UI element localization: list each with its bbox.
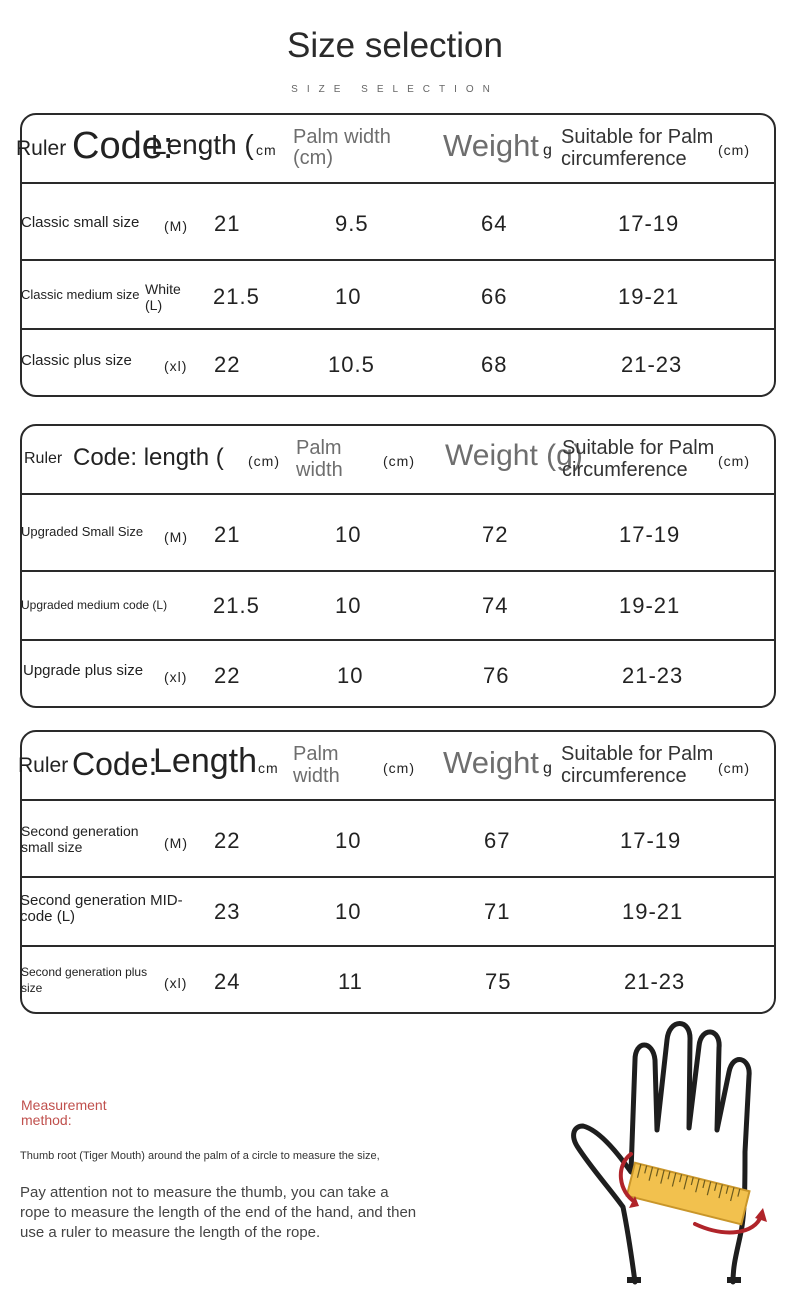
- row-code: (M): [164, 218, 188, 234]
- header-code: Code:: [72, 746, 158, 782]
- row-weight: 75: [485, 969, 512, 994]
- row-palm: 11: [338, 969, 363, 994]
- table-divider: [20, 876, 774, 878]
- row-length: 21.5: [213, 284, 260, 309]
- row-weight: 68: [481, 352, 508, 377]
- measurement-note: Thumb root (Tiger Mouth) around the palm of a circle to measure the size,: [20, 1150, 380, 1162]
- table-divider: [20, 328, 774, 330]
- page-subtitle: SIZE SELECTION: [291, 84, 499, 95]
- row-circumference: 19-21: [618, 284, 680, 309]
- row-length: 21: [214, 522, 241, 547]
- row-name: Classic small size: [21, 214, 140, 231]
- row-length: 21: [214, 211, 241, 236]
- row-weight: 76: [483, 663, 510, 688]
- row-name: Classic plus size: [21, 352, 132, 369]
- header-suitable-unit: (cm): [718, 142, 750, 158]
- hand-measure-illustration: [565, 1012, 780, 1292]
- row-palm: 10: [335, 593, 362, 618]
- header-length-unit: (cm): [248, 453, 280, 469]
- row-circumference: 19-21: [619, 593, 681, 618]
- row-code: White (L): [145, 281, 181, 313]
- row-palm: 10.5: [328, 352, 375, 377]
- row-weight: 74: [482, 593, 509, 618]
- header-palm: Palm width: [293, 743, 340, 787]
- row-weight: 67: [484, 828, 511, 853]
- table-divider: [20, 570, 774, 572]
- table-divider: [20, 945, 774, 947]
- row-circumference: 17-19: [620, 828, 682, 853]
- row-weight: 64: [481, 211, 508, 236]
- header-weight: Weight (g): [445, 439, 583, 472]
- header-suitable-unit: (cm): [718, 453, 750, 469]
- row-palm: 9.5: [335, 211, 369, 236]
- row-length: 22: [214, 828, 241, 853]
- header-code: Code:: [72, 125, 174, 167]
- header-palm-unit: (cm): [383, 760, 415, 776]
- table-divider: [20, 639, 774, 641]
- row-length: 22: [214, 352, 241, 377]
- row-name: Upgraded medium code (L): [21, 598, 168, 612]
- header-length: Length: [153, 742, 257, 780]
- table-divider: [20, 259, 774, 261]
- row-weight: 66: [481, 284, 508, 309]
- row-name: Upgrade plus size: [23, 662, 144, 679]
- header-ruler: Ruler: [24, 450, 63, 467]
- header-palm: Palm width: [293, 126, 391, 148]
- row-palm: 10: [335, 899, 362, 924]
- row-weight: 72: [482, 522, 509, 547]
- row-code: (xl): [164, 669, 188, 685]
- row-circumference: 17-19: [619, 522, 681, 547]
- row-palm: 10: [335, 522, 362, 547]
- header-palm: Palm width: [296, 437, 343, 481]
- header-length-unit: cm: [258, 760, 279, 776]
- measurement-body: Pay attention not to measure the thumb, you can take a rope to measure the length of the end of the hand, and then use a ruler to measure the length of the rope.: [20, 1184, 417, 1241]
- hand-outline: [574, 1024, 750, 1283]
- row-length: 23: [214, 899, 241, 924]
- row-code: (M): [164, 835, 188, 851]
- row-palm: 10: [335, 828, 362, 853]
- row-circumference: 21-23: [621, 352, 683, 377]
- row-code: (M): [164, 529, 188, 545]
- row-name: Classic medium size: [21, 287, 140, 302]
- row-palm: 10: [335, 284, 362, 309]
- row-circumference: 21-23: [622, 663, 684, 688]
- measurement-title: Measurement method:: [21, 1097, 107, 1128]
- header-palm-unit: (cm): [383, 453, 415, 469]
- row-length: 22: [214, 663, 241, 688]
- header-suitable: Suitable for Palm circumference: [561, 743, 714, 787]
- row-name: Second generation MID-code (L): [20, 892, 183, 925]
- header-ruler: Ruler: [16, 137, 67, 160]
- row-name: Second generation plus size: [21, 965, 148, 995]
- row-code: (xl): [164, 975, 188, 991]
- header-code-length: Code: length (: [73, 444, 224, 471]
- header-weight-unit: g: [543, 760, 552, 777]
- header-ruler: Ruler: [18, 754, 69, 777]
- header-weight: Weight: [443, 128, 539, 163]
- row-code: (xl): [164, 358, 188, 374]
- table-divider: [20, 493, 774, 495]
- row-weight: 71: [484, 899, 511, 924]
- header-length-unit: cm: [256, 142, 277, 158]
- header-suitable: Suitable for Palm circumference: [562, 437, 715, 481]
- row-length: 21.5: [213, 593, 260, 618]
- page-title: Size selection: [287, 26, 503, 65]
- header-suitable: Suitable for Palm circumference: [561, 126, 714, 170]
- row-palm: 10: [337, 663, 364, 688]
- header-weight-unit: g: [543, 142, 552, 159]
- table-divider: [20, 799, 774, 801]
- header-weight: Weight: [443, 745, 539, 780]
- header-length: Length (: [151, 129, 254, 160]
- header-palm-unit: (cm): [293, 147, 333, 169]
- row-name: Upgraded Small Size: [21, 524, 144, 539]
- header-suitable-unit: (cm): [718, 760, 750, 776]
- row-circumference: 21-23: [624, 969, 686, 994]
- row-length: 24: [214, 969, 241, 994]
- row-circumference: 17-19: [618, 211, 680, 236]
- row-circumference: 19-21: [622, 899, 684, 924]
- row-name: Second generation small size: [21, 823, 139, 855]
- table-divider: [20, 182, 774, 184]
